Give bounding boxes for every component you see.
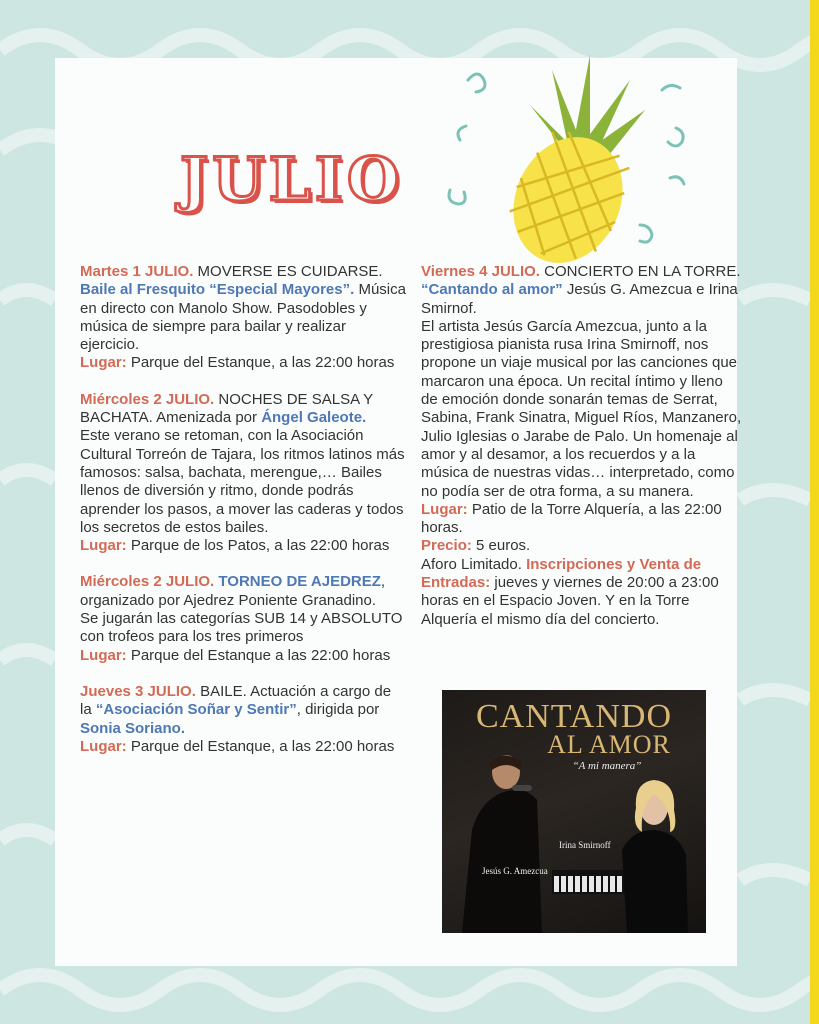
poster-performer-male: Jesús G. Amezcua [482, 866, 548, 876]
event-description: El artista Jesús García Amezcua, junto a la prestigiosa pianista rusa Irina Smirnoff, nos propone un viaje musical por las canciones que marcaron una época. Un recital íntimo y lleno de emoción donde sonarán temas de Serrat, Sabina, Frank Sinatra, Miguel Ríos, Manzanero, Julio Iglesias o Jarabe de Palo. Un homenaje al amor y al desamor, a los recuerdos y a la música de nuestras vidas… interpretado, como no podía ser de otra forma, a su manera. [421, 317, 742, 500]
event-capacity: Aforo Limitado. [421, 555, 527, 573]
place-label: Lugar: [421, 500, 468, 518]
event-place: Parque del Estanque a las 22:00 horas [126, 646, 391, 664]
place-label: Lugar: [80, 537, 127, 555]
poster-title-line2: AL AMOR [547, 730, 671, 759]
event-highlight: TORNEO DE AJEDREZ [214, 573, 381, 591]
event-date: Jueves 3 JULIO. [80, 682, 196, 700]
event-item [421, 263, 743, 629]
place-label: Lugar: [80, 354, 127, 372]
registration-label: Inscripciones y Venta de Entradas: [421, 555, 702, 592]
event-item [80, 391, 406, 556]
event-description: Se jugarán las categorías SUB 14 y ABSOLUTO con trofeos para los tres primeros [80, 610, 403, 646]
event-place: Parque del Estanque, a las 22:00 horas [126, 354, 395, 372]
price-label: Precio: [421, 537, 472, 555]
event-place: Parque del Estanque, a las 22:00 horas [126, 737, 395, 755]
pineapple-icon [440, 50, 700, 265]
event-item [80, 683, 406, 756]
event-highlight: Sonia Soriano. [80, 719, 186, 737]
event-item [80, 263, 406, 373]
event-date: Miércoles 2 JULIO. [80, 573, 215, 591]
poster-title: CANTANDO [475, 698, 673, 735]
event-name: CONCIERTO EN LA TORRE. [539, 263, 741, 280]
event-highlight: Baile al Fresquito “Especial Mayores”. [80, 281, 355, 299]
event-name: BAILE. Actuación a cargo de la [80, 682, 392, 719]
event-highlight: “Cantando al amor” [421, 281, 563, 299]
events-left-column [80, 263, 406, 756]
yellow-side-stripe [810, 0, 819, 1024]
page-title: JULIO [180, 145, 404, 215]
poster-subtitle: “A mi manera” [572, 760, 642, 772]
event-highlight: “Asociación Soñar y Sentir” [95, 701, 297, 719]
event-highlight: Ángel Galeote. [261, 409, 367, 427]
event-item [80, 573, 406, 664]
event-price: 5 euros. [471, 537, 531, 555]
poster-performer-female: Irina Smirnoff [559, 840, 611, 850]
event-date: Miércoles 2 JULIO. [80, 390, 215, 408]
event-place: Parque de los Patos, a las 22:00 horas [126, 537, 390, 555]
place-label: Lugar: [80, 737, 127, 755]
event-name: NOCHES DE SALSA Y BACHATA. Amenizada por [80, 390, 373, 427]
event-name: MOVERSE ES CUIDARSE. [193, 263, 383, 280]
event-name-cont: , dirigida por [296, 701, 380, 719]
event-date: Viernes 4 JULIO. [421, 263, 540, 280]
event-description: Música en directo con Manolo Show. Pasodobles y música de siempre para bailar y realizar ejercicio. [80, 281, 406, 354]
event-place: Patio de la Torre Alquería, a las 22:00 horas. [421, 500, 722, 537]
event-description: Este verano se retoman, con la Asociación Cultural Torreón de Tajara, los ritmos latinos más famosos: salsa, bachata, merengue,… Bailes llenos de diversión y ritmo, donde podrás aprender los pasos, a mover las caderas y todos los secretos de estos bailes. [80, 427, 405, 536]
event-date: Martes 1 JULIO. [80, 263, 194, 280]
concert-poster [442, 690, 706, 933]
event-name: , organizado por Ajedrez Poniente Granadino. [80, 573, 386, 609]
place-label: Lugar: [80, 646, 127, 664]
event-artists: Jesús G. Amezcua e Irina Smirnof. [421, 281, 738, 317]
events-right-column [421, 263, 743, 629]
event-registration: jueves y viernes de 20:00 a 23:00 horas en el Espacio Joven. Y en la Torre Alquería el mismo día del concierto. [421, 574, 719, 628]
